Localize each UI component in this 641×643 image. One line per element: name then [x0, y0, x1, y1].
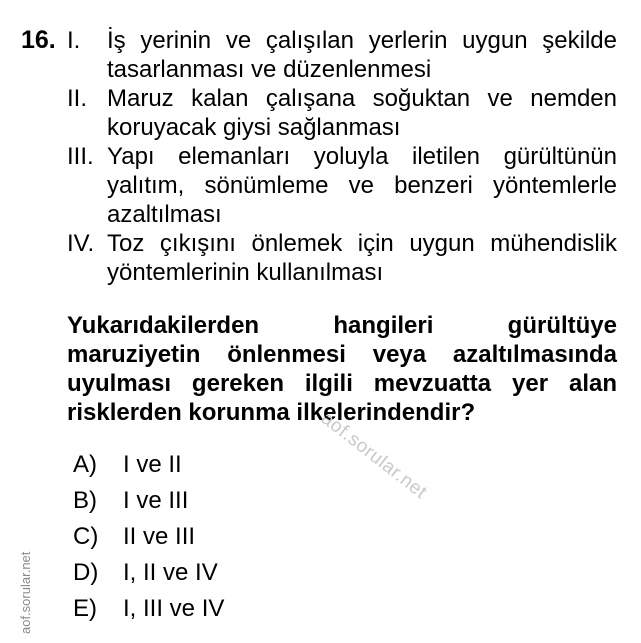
- watermark-side: aof.sorular.net: [18, 551, 33, 634]
- premise-list: [67, 26, 617, 287]
- premise-numeral: IV.: [67, 230, 95, 257]
- option-text: I, II ve IV: [123, 559, 218, 586]
- premise-text: Toz çıkışını önlemek için uygun mühendislik yöntemlerinin kullanılması: [107, 230, 617, 286]
- option-text: I ve III: [123, 487, 189, 514]
- option-letter: A): [73, 451, 97, 478]
- option-text: I ve II: [123, 451, 182, 478]
- option-letter: B): [73, 487, 97, 514]
- option-letter: E): [73, 595, 97, 622]
- option-letter: D): [73, 559, 99, 586]
- premise-numeral: III.: [67, 143, 94, 170]
- option-d[interactable]: [73, 555, 224, 591]
- premise-text: İş yerinin ve çalışılan yerlerin uygun şekilde tasarlanması ve düzenlenmesi: [107, 27, 617, 83]
- premise-item-1: [67, 26, 617, 84]
- premise-numeral: II.: [67, 85, 88, 112]
- option-c[interactable]: [73, 519, 224, 555]
- premise-text: Maruz kalan çalışana soğuktan ve nemden koruyacak giysi sağlanması: [107, 85, 617, 141]
- premise-numeral: I.: [67, 27, 81, 54]
- watermark-diagonal: aof.sorular.net: [317, 408, 431, 504]
- option-text: I, III ve IV: [123, 595, 225, 622]
- question-stem: Yukarıdakilerden hangileri gürültüye maruziyetin önlenmesi veya azaltılmasında uyulması gereken ilgili mevzuatta yer alan risklerden korunma ilkelerindendir?: [67, 312, 617, 426]
- answer-options: [73, 447, 224, 627]
- option-b[interactable]: [73, 483, 224, 519]
- option-text: II ve III: [123, 523, 196, 550]
- option-e[interactable]: [73, 591, 224, 627]
- question-number: 16.: [21, 26, 56, 54]
- option-letter: C): [73, 523, 99, 550]
- premise-text: Yapı elemanları yoluyla iletilen gürültünün yalıtım, sönümleme ve benzeri yöntemlerle azaltılması: [107, 143, 617, 228]
- premise-item-2: [67, 84, 617, 142]
- premise-item-3: [67, 142, 617, 229]
- option-a[interactable]: [73, 447, 224, 483]
- premise-item-4: [67, 229, 617, 287]
